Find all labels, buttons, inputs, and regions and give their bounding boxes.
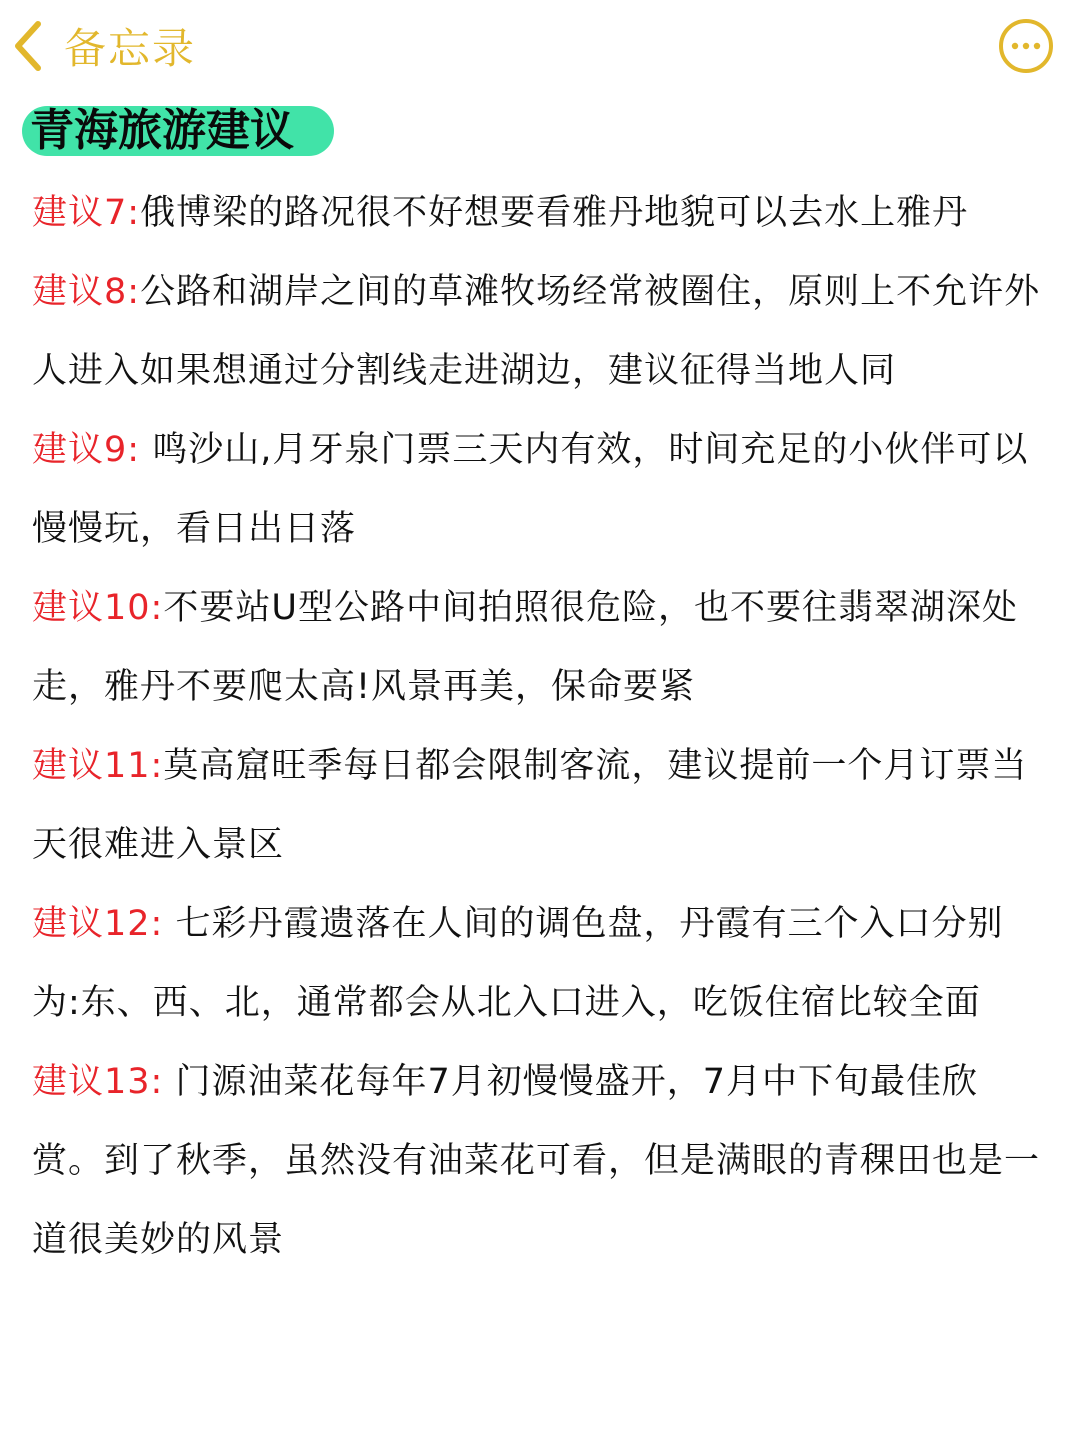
- tip-text: 俄博梁的路况很不好想要看雅丹地貌可以去水上雅丹: [140, 193, 969, 233]
- tip-text: 莫高窟旺季每日都会限制客流，建议提前一个月订票当天很难进入景区: [32, 746, 1028, 865]
- tip-text: 门源油菜花每年7月初慢慢盛开，7月中下旬最佳欣赏。到了秋季，虽然没有油菜花可看，但是满眼的青稞田也是一道很美妙的风景: [32, 1062, 1041, 1260]
- top-bar: [0, 0, 1080, 96]
- tip-text: 公路和湖岸之间的草滩牧场经常被圈住，原则上不允许外人进入如果想通过分割线走进湖边，建议征得当地人同: [32, 272, 1041, 391]
- tip-text: 鸣沙山,月牙泉门票三天内有效，时间充足的小伙伴可以慢慢玩，看日出日落: [32, 430, 1029, 549]
- note-content[interactable]: [32, 174, 1042, 1280]
- tip-paragraph: [32, 569, 1042, 727]
- tip-paragraph: [32, 727, 1042, 885]
- tip-paragraph: [32, 174, 1042, 253]
- more-options-button[interactable]: [998, 18, 1054, 74]
- back-button[interactable]: [10, 14, 196, 78]
- tip-text: 七彩丹霞遗落在人间的调色盘，丹霞有三个入口分别为:东、西、北，通常都会从北入口进入，吃饭住宿比较全面: [32, 904, 1004, 1023]
- tip-label: 建议7:: [32, 193, 141, 233]
- tip-text: 不要站U型公路中间拍照很危险，也不要往翡翠湖深处走，雅丹不要爬太高!风景再美，保命要紧: [32, 588, 1018, 707]
- tip-label: 建议9:: [32, 430, 141, 470]
- tip-paragraph: [32, 253, 1042, 411]
- chevron-left-icon: [10, 18, 46, 74]
- tip-label: 建议11:: [32, 746, 164, 786]
- tip-label: 建议10:: [32, 588, 164, 628]
- tip-label: 建议8:: [32, 272, 141, 312]
- note-title-block: [22, 102, 294, 156]
- tip-paragraph: [32, 885, 1042, 1043]
- note-title: 青海旅游建议: [30, 105, 294, 156]
- back-label: 备忘录: [64, 24, 197, 73]
- tip-label: 建议13:: [32, 1062, 164, 1102]
- more-horizontal-icon: [998, 59, 1054, 78]
- tip-paragraph: [32, 411, 1042, 569]
- tip-paragraph: [32, 1043, 1042, 1280]
- tip-label: 建议12:: [32, 904, 164, 944]
